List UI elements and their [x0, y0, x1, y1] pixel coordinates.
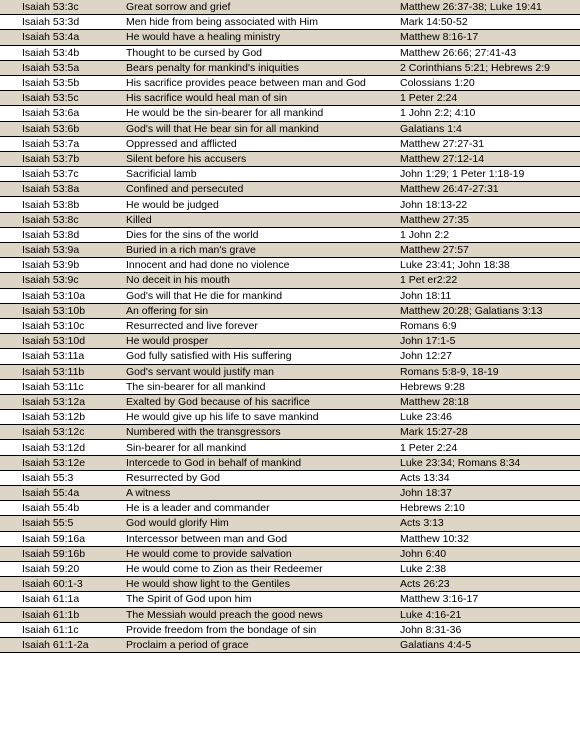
fulfillment-cell: John 18:13-22 [396, 197, 580, 212]
fulfillment-cell: Acts 26:23 [396, 577, 580, 592]
reference-cell: Isaiah 61:1-2a [0, 637, 122, 652]
fulfillment-cell: John 12:27 [396, 349, 580, 364]
prophecy-cell: Great sorrow and grief [122, 0, 396, 15]
prophecy-cell: A witness [122, 486, 396, 501]
reference-cell: Isaiah 53:11b [0, 364, 122, 379]
reference-cell: Isaiah 53:7b [0, 151, 122, 166]
table-row [0, 106, 580, 121]
reference-cell: Isaiah 55:4a [0, 486, 122, 501]
table-row [0, 577, 580, 592]
table-row [0, 531, 580, 546]
fulfillment-cell: 2 Corinthians 5:21; Hebrews 2:9 [396, 60, 580, 75]
table-row [0, 440, 580, 455]
prophecy-cell: God's will that He bear sin for all mankind [122, 121, 396, 136]
reference-cell: Isaiah 53:5c [0, 91, 122, 106]
table-row [0, 121, 580, 136]
reference-cell: Isaiah 59:16a [0, 531, 122, 546]
prophecy-cell: He would be judged [122, 197, 396, 212]
fulfillment-cell: John 8:31-36 [396, 622, 580, 637]
prophecy-cell: Bears penalty for mankind's iniquities [122, 60, 396, 75]
reference-cell: Isaiah 53:10b [0, 303, 122, 318]
table-row [0, 607, 580, 622]
fulfillment-cell: Acts 3:13 [396, 516, 580, 531]
fulfillment-cell: Matthew 27:12-14 [396, 151, 580, 166]
table-row [0, 0, 580, 15]
fulfillment-cell: Romans 5:8-9, 18-19 [396, 364, 580, 379]
fulfillment-cell: Mark 14:50-52 [396, 15, 580, 30]
fulfillment-cell: John 18:37 [396, 486, 580, 501]
table-row [0, 470, 580, 485]
fulfillment-cell: Matthew 27:35 [396, 212, 580, 227]
prophecy-cell: Killed [122, 212, 396, 227]
prophecy-cell: He would come to Zion as their Redeemer [122, 561, 396, 576]
table-row [0, 45, 580, 60]
reference-cell: Isaiah 53:10a [0, 288, 122, 303]
reference-cell: Isaiah 53:10d [0, 334, 122, 349]
fulfillment-cell: Luke 23:34; Romans 8:34 [396, 455, 580, 470]
prophecy-cell: Sacrificial lamb [122, 167, 396, 182]
reference-cell: Isaiah 53:12b [0, 410, 122, 425]
fulfillment-cell: Luke 4:16-21 [396, 607, 580, 622]
fulfillment-cell: Galatians 4:4-5 [396, 637, 580, 652]
reference-cell: Isaiah 53:8b [0, 197, 122, 212]
reference-cell: Isaiah 53:12c [0, 425, 122, 440]
fulfillment-cell: Matthew 26:47-27:31 [396, 182, 580, 197]
table-row [0, 455, 580, 470]
reference-cell: Isaiah 61:1c [0, 622, 122, 637]
fulfillment-cell: John 17:1-5 [396, 334, 580, 349]
reference-cell: Isaiah 53:7c [0, 167, 122, 182]
reference-cell: Isaiah 53:6b [0, 121, 122, 136]
reference-cell: Isaiah 53:4b [0, 45, 122, 60]
reference-cell: Isaiah 53:3d [0, 15, 122, 30]
table-row [0, 258, 580, 273]
table-row [0, 637, 580, 652]
reference-cell: Isaiah 53:8d [0, 227, 122, 242]
fulfillment-cell: Matthew 27:27-31 [396, 136, 580, 151]
fulfillment-cell: John 1:29; 1 Peter 1:18-19 [396, 167, 580, 182]
reference-cell: Isaiah 53:6a [0, 106, 122, 121]
reference-cell: Isaiah 53:11c [0, 379, 122, 394]
fulfillment-cell: Acts 13:34 [396, 470, 580, 485]
fulfillment-cell: 1 Peter 2:24 [396, 91, 580, 106]
reference-cell: Isaiah 53:8c [0, 212, 122, 227]
prophecy-cell: His sacrifice would heal man of sin [122, 91, 396, 106]
prophecy-cell: The sin-bearer for all mankind [122, 379, 396, 394]
table-row [0, 288, 580, 303]
prophecy-cell: Intercessor between man and God [122, 531, 396, 546]
prophecy-cell: An offering for sin [122, 303, 396, 318]
prophecy-cell: He would be the sin-bearer for all mankind [122, 106, 396, 121]
prophecy-cell: Confined and persecuted [122, 182, 396, 197]
table-row [0, 167, 580, 182]
reference-cell: Isaiah 53:8a [0, 182, 122, 197]
fulfillment-cell: John 6:40 [396, 546, 580, 561]
reference-cell: Isaiah 53:3c [0, 0, 122, 15]
reference-cell: Isaiah 53:10c [0, 318, 122, 333]
prophecy-cell: He would prosper [122, 334, 396, 349]
fulfillment-cell: 1 Pet er2:22 [396, 273, 580, 288]
reference-cell: Isaiah 53:9c [0, 273, 122, 288]
prophecy-cell: No deceit in his mouth [122, 273, 396, 288]
table-row [0, 227, 580, 242]
reference-cell: Isaiah 53:7a [0, 136, 122, 151]
table-row [0, 182, 580, 197]
reference-cell: Isaiah 61:1a [0, 592, 122, 607]
table-row [0, 516, 580, 531]
table-row [0, 15, 580, 30]
fulfillment-cell: Luke 23:41; John 18:38 [396, 258, 580, 273]
fulfillment-cell: Mark 15:27-28 [396, 425, 580, 440]
reference-cell: Isaiah 53:9b [0, 258, 122, 273]
table-row [0, 349, 580, 364]
table-row [0, 136, 580, 151]
table-row [0, 622, 580, 637]
table-row [0, 212, 580, 227]
prophecy-cell: The Spirit of God upon him [122, 592, 396, 607]
fulfillment-cell: Matthew 26:37-38; Luke 19:41 [396, 0, 580, 15]
table-row [0, 273, 580, 288]
table-row [0, 30, 580, 45]
reference-cell: Isaiah 53:12a [0, 394, 122, 409]
table-row [0, 394, 580, 409]
table-row [0, 561, 580, 576]
prophecy-cell: Proclaim a period of grace [122, 637, 396, 652]
table-row [0, 91, 580, 106]
fulfillment-cell: Matthew 20:28; Galatians 3:13 [396, 303, 580, 318]
table-row [0, 592, 580, 607]
reference-cell: Isaiah 53:12d [0, 440, 122, 455]
prophecy-cell: God's servant would justify man [122, 364, 396, 379]
fulfillment-cell: Matthew 3:16-17 [396, 592, 580, 607]
prophecy-cell: He would give up his life to save mankind [122, 410, 396, 425]
reference-cell: Isaiah 53:5a [0, 60, 122, 75]
prophecy-cell: Oppressed and afflicted [122, 136, 396, 151]
table-row [0, 197, 580, 212]
prophecy-cell: Innocent and had done no violence [122, 258, 396, 273]
table-row [0, 486, 580, 501]
table-row [0, 425, 580, 440]
fulfillment-cell: Matthew 27:57 [396, 243, 580, 258]
prophecy-cell: Thought to be cursed by God [122, 45, 396, 60]
fulfillment-cell: 1 John 2:2 [396, 227, 580, 242]
prophecy-cell: His sacrifice provides peace between man and God [122, 75, 396, 90]
reference-cell: Isaiah 55:4b [0, 501, 122, 516]
prophecy-cell: Silent before his accusers [122, 151, 396, 166]
prophecy-cell: Dies for the sins of the world [122, 227, 396, 242]
reference-cell: Isaiah 53:9a [0, 243, 122, 258]
fulfillment-cell: John 18:11 [396, 288, 580, 303]
prophecy-cell: Sin-bearer for all mankind [122, 440, 396, 455]
prophecy-cell: Exalted by God because of his sacrifice [122, 394, 396, 409]
prophecy-cell: Numbered with the transgressors [122, 425, 396, 440]
fulfillment-cell: Luke 2:38 [396, 561, 580, 576]
prophecy-cell: God's will that He die for mankind [122, 288, 396, 303]
prophecy-cell: God fully satisfied with His suffering [122, 349, 396, 364]
fulfillment-cell: Luke 23:46 [396, 410, 580, 425]
prophecy-cell: The Messiah would preach the good news [122, 607, 396, 622]
fulfillment-cell: 1 John 2:2; 4:10 [396, 106, 580, 121]
fulfillment-cell: Matthew 8:16-17 [396, 30, 580, 45]
table-row [0, 243, 580, 258]
prophecy-cell: Resurrected by God [122, 470, 396, 485]
fulfillment-cell: Matthew 10:32 [396, 531, 580, 546]
reference-cell: Isaiah 59:16b [0, 546, 122, 561]
fulfillment-cell: Matthew 28:18 [396, 394, 580, 409]
reference-cell: Isaiah 61:1b [0, 607, 122, 622]
table-row [0, 60, 580, 75]
reference-cell: Isaiah 53:11a [0, 349, 122, 364]
table-row [0, 318, 580, 333]
reference-cell: Isaiah 55:5 [0, 516, 122, 531]
table-row [0, 364, 580, 379]
prophecy-cell: He is a leader and commander [122, 501, 396, 516]
prophecy-cell: He would show light to the Gentiles [122, 577, 396, 592]
reference-cell: Isaiah 53:12e [0, 455, 122, 470]
table-row [0, 303, 580, 318]
fulfillment-cell: Colossians 1:20 [396, 75, 580, 90]
table-row [0, 546, 580, 561]
prophecy-cell: Resurrected and live forever [122, 318, 396, 333]
reference-cell: Isaiah 53:4a [0, 30, 122, 45]
reference-cell: Isaiah 60:1-3 [0, 577, 122, 592]
reference-cell: Isaiah 59:20 [0, 561, 122, 576]
fulfillment-cell: 1 Peter 2:24 [396, 440, 580, 455]
table-row [0, 410, 580, 425]
table-row [0, 379, 580, 394]
fulfillment-cell: Matthew 26:66; 27:41-43 [396, 45, 580, 60]
prophecy-cell: Men hide from being associated with Him [122, 15, 396, 30]
fulfillment-cell: Hebrews 9:28 [396, 379, 580, 394]
fulfillment-cell: Romans 6:9 [396, 318, 580, 333]
prophecy-cell: Provide freedom from the bondage of sin [122, 622, 396, 637]
fulfillment-cell: Hebrews 2:10 [396, 501, 580, 516]
prophecy-cell: He would have a healing ministry [122, 30, 396, 45]
prophecy-cell: He would come to provide salvation [122, 546, 396, 561]
table-row [0, 151, 580, 166]
fulfillment-cell: Galatians 1:4 [396, 121, 580, 136]
table-row [0, 501, 580, 516]
prophecy-cell: Intercede to God in behalf of mankind [122, 455, 396, 470]
reference-cell: Isaiah 53:5b [0, 75, 122, 90]
reference-cell: Isaiah 55:3 [0, 470, 122, 485]
prophecy-cell: Buried in a rich man's grave [122, 243, 396, 258]
table-row [0, 75, 580, 90]
table-row [0, 334, 580, 349]
prophecy-cell: God would glorify Him [122, 516, 396, 531]
